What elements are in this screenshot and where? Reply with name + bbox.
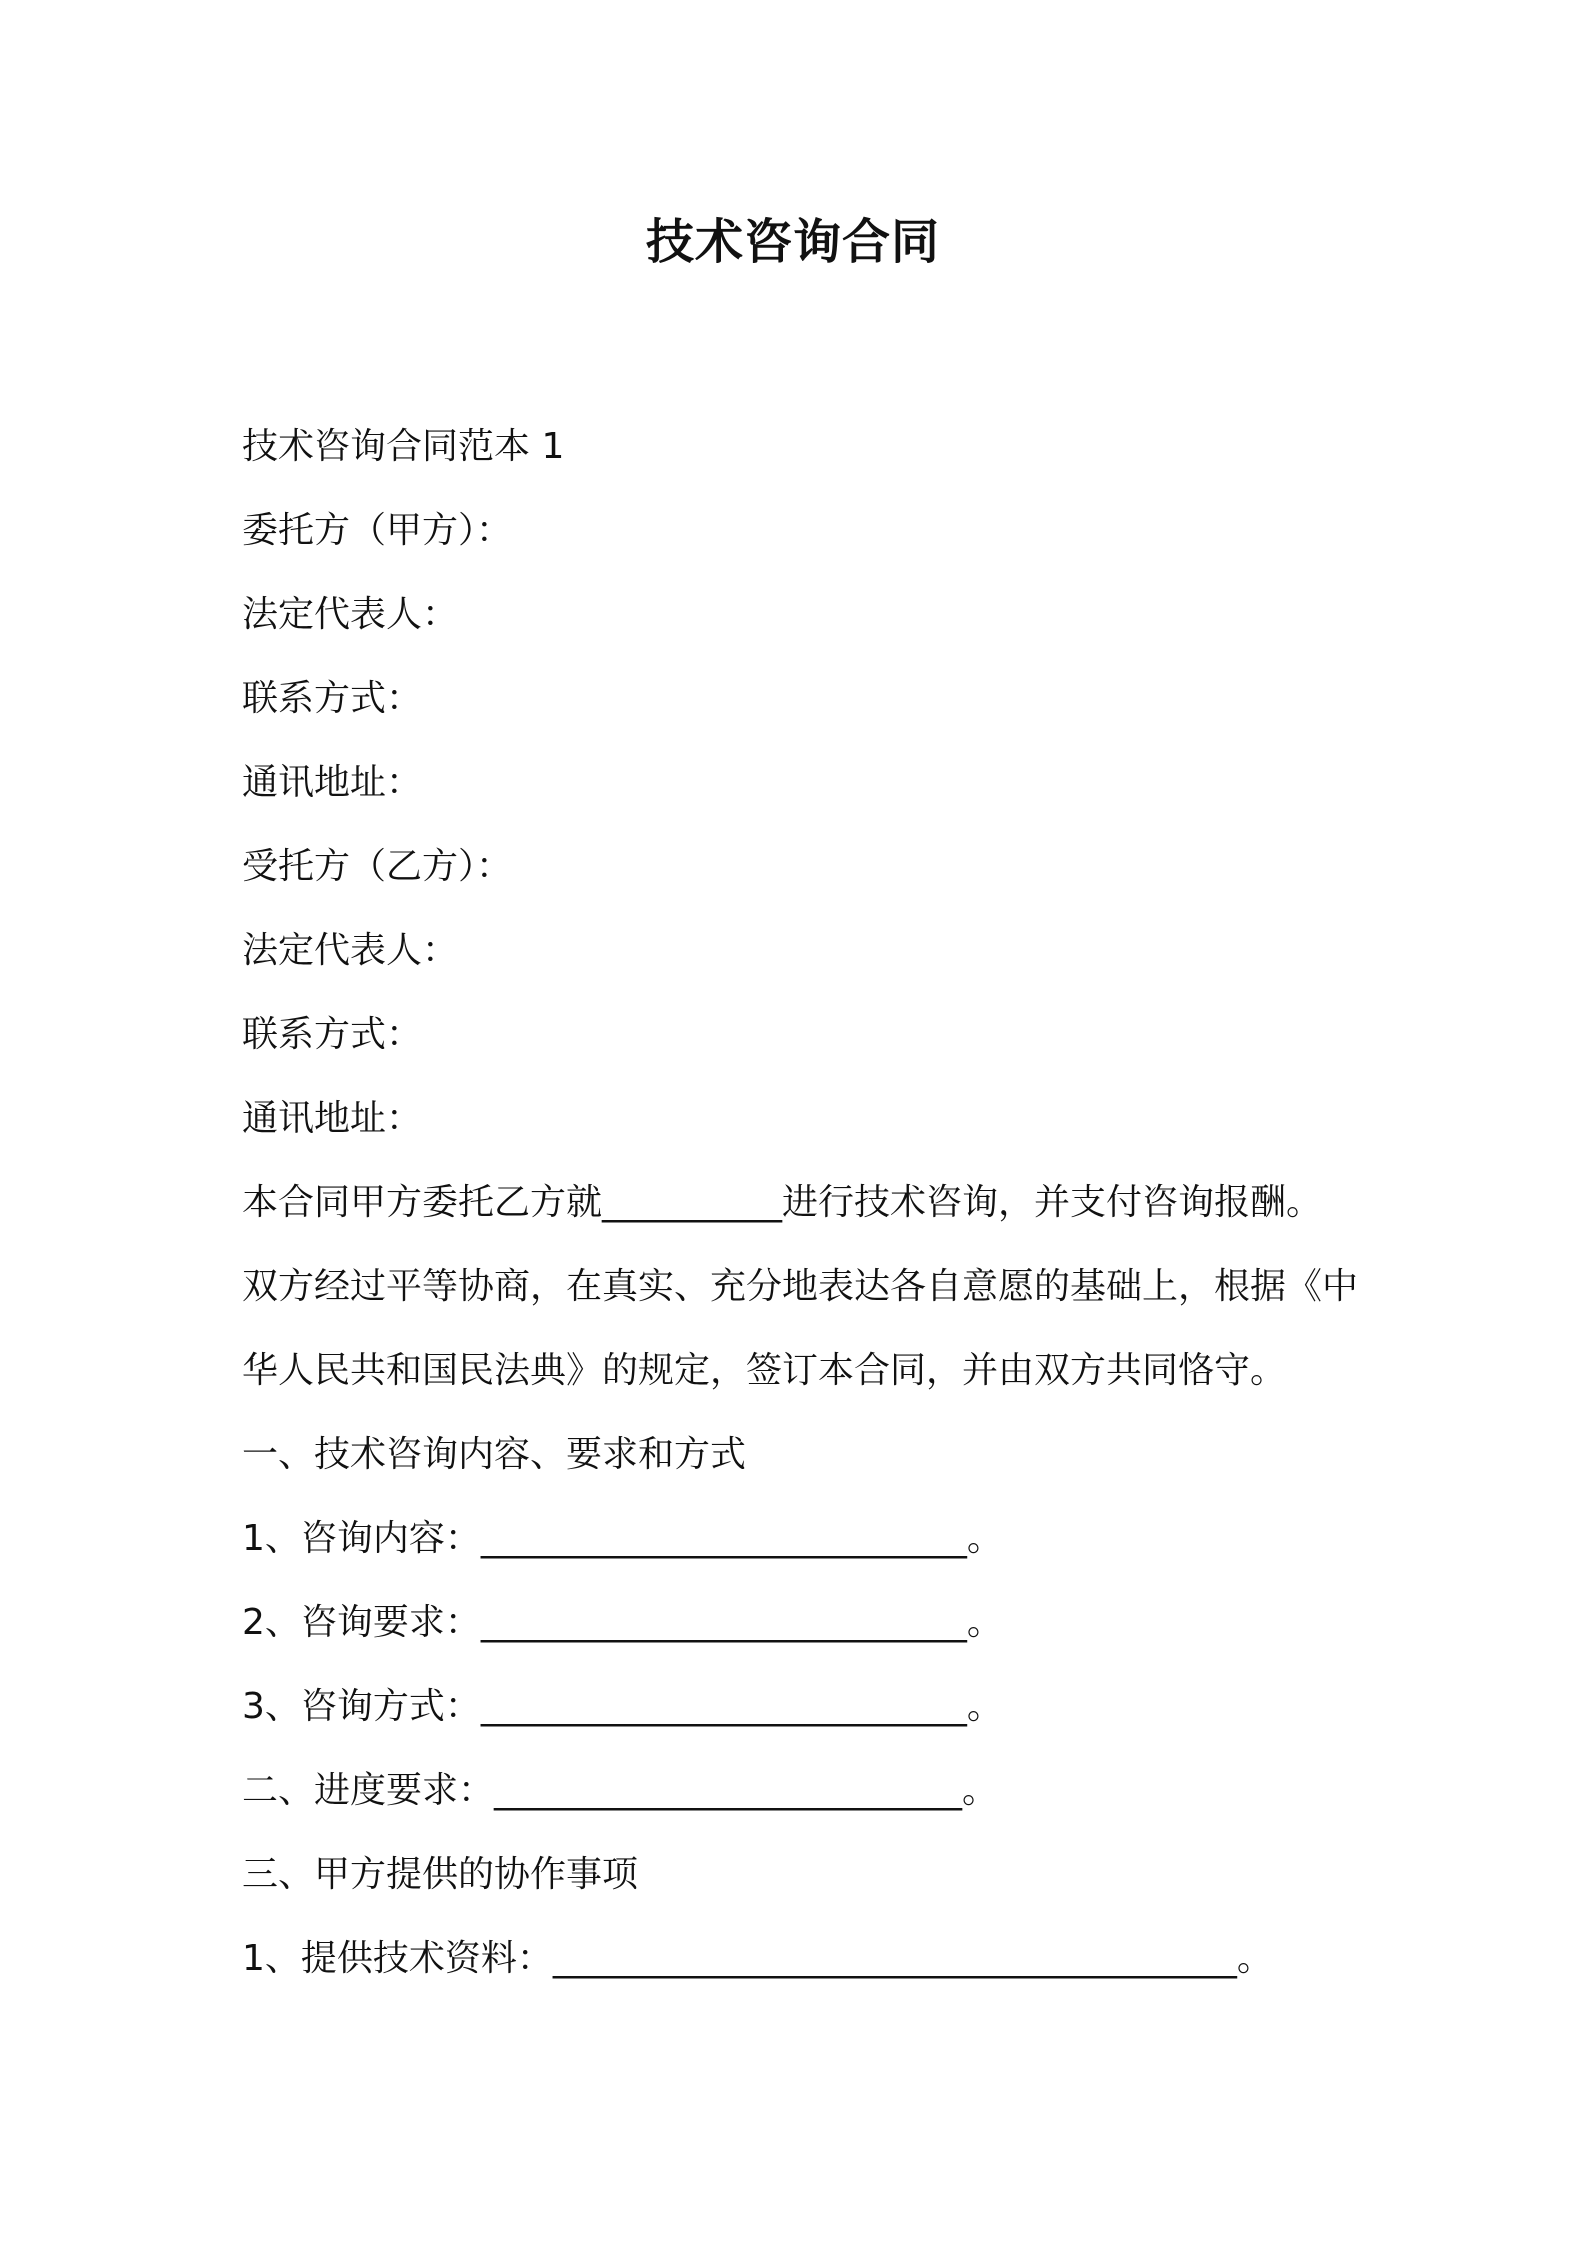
sample-heading: 技术咨询合同范本 1 xyxy=(242,426,565,467)
section-heading-2: 二、进度要求：__________________________。 xyxy=(242,1770,999,1811)
contract-basis-text-1: 双方经过平等协商，在真实、充分地表达各自意愿的基础上，根据《中 xyxy=(242,1266,1359,1307)
party-b-address-label: 通讯地址： xyxy=(242,1098,423,1139)
contract-basis-text-2: 华人民共和国民法典》的规定，签订本合同，并由双方共同恪守。 xyxy=(242,1350,1287,1391)
party-b-representative-label: 法定代表人： xyxy=(242,930,459,971)
party-b-label: 受托方（乙方）： xyxy=(242,846,513,887)
tech-materials-line: 1、提供技术资料：______________________________________。 xyxy=(242,1938,1273,1979)
party-a-contact-label: 联系方式： xyxy=(242,678,423,719)
section-heading-3: 三、甲方提供的协作事项 xyxy=(242,1854,639,1895)
document-body xyxy=(242,405,1382,2001)
party-a-representative-label: 法定代表人： xyxy=(242,594,459,635)
party-b-contact-label: 联系方式： xyxy=(242,1014,423,1055)
party-a-label: 委托方（甲方）： xyxy=(242,510,513,551)
party-a-address-label: 通讯地址： xyxy=(242,762,423,803)
contract-purpose-text: 本合同甲方委托乙方就__________进行技术咨询，并支付咨询报酬。 xyxy=(242,1182,1323,1223)
section-heading-1: 一、技术咨询内容、要求和方式 xyxy=(242,1434,747,1475)
consult-method-line: 3、咨询方式：___________________________。 xyxy=(242,1686,1003,1727)
consult-content-line: 1、咨询内容：___________________________。 xyxy=(242,1518,1003,1559)
document-title: 技术咨询合同 xyxy=(645,214,940,270)
consult-requirement-line: 2、咨询要求：___________________________。 xyxy=(242,1602,1003,1643)
